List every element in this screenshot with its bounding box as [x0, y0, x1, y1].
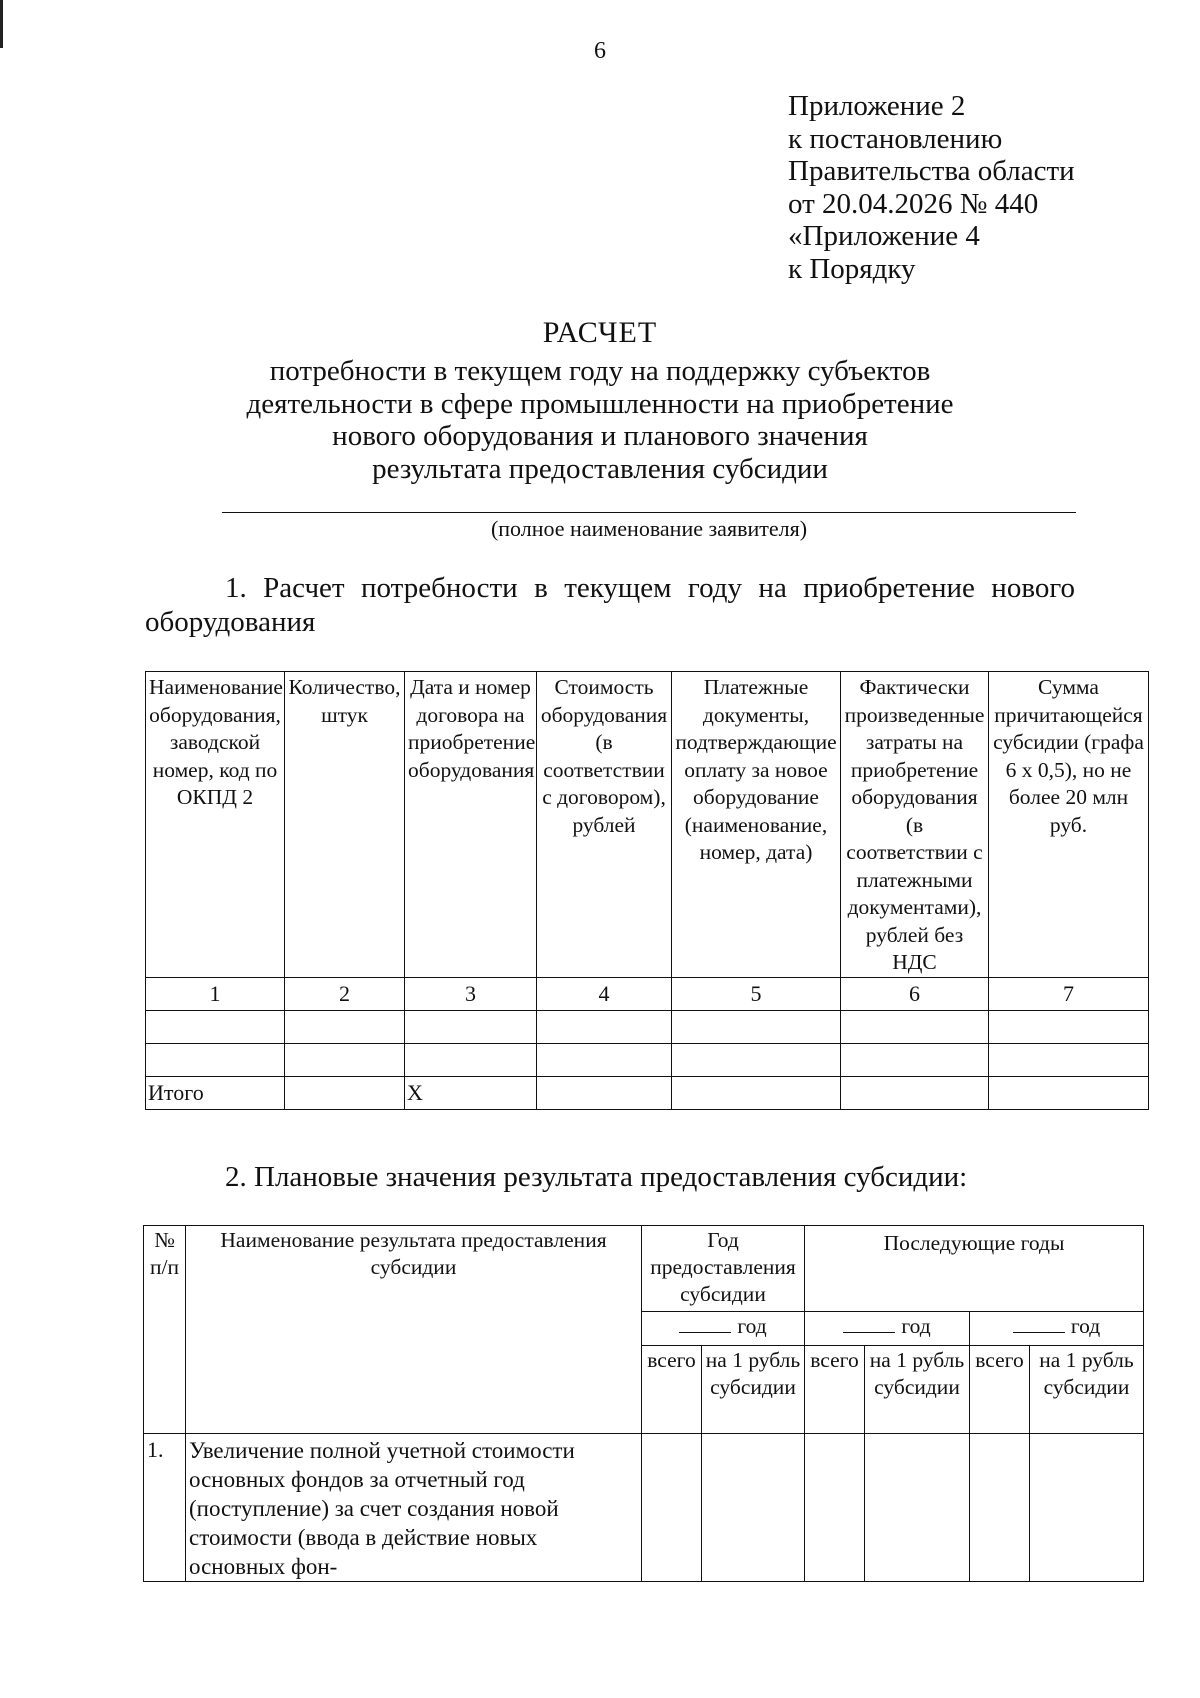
column-number: 6 [841, 978, 989, 1011]
table-cell [970, 1434, 1030, 1582]
approval-line: к Порядку [788, 252, 916, 285]
table-cell [865, 1434, 970, 1582]
header-num: № п/п [144, 1226, 186, 1434]
applicant-name-line [222, 512, 1076, 513]
per-ruble-header: на 1 рубль субсидии [1030, 1346, 1144, 1434]
column-number: 1 [146, 978, 285, 1011]
table-cell [146, 1011, 285, 1044]
table-cell [405, 1011, 537, 1044]
table-cell [841, 1011, 989, 1044]
year-blank [679, 1314, 731, 1333]
column-number-row [146, 978, 1149, 1011]
table-cell [537, 1011, 672, 1044]
table-cell [672, 1044, 841, 1077]
table-cell [285, 1044, 405, 1077]
table-row [146, 1044, 1149, 1077]
per-ruble-header: на 1 рубль субсидии [865, 1346, 970, 1434]
column-number: 7 [989, 978, 1149, 1011]
subtitle-line: деятельности в сфере промышленности на приобретение [246, 387, 954, 420]
year-label: год [901, 1314, 931, 1338]
header-grant-year: Год предоставления субсидии [642, 1226, 805, 1312]
year-label: год [737, 1314, 767, 1338]
table-cell [642, 1434, 702, 1582]
year-blank [1013, 1314, 1065, 1333]
column-number: 2 [285, 978, 405, 1011]
table-cell [537, 1077, 672, 1110]
approval-line: Приложение 2 [788, 90, 966, 122]
table-cell [1030, 1434, 1144, 1582]
row-number: 1. [144, 1434, 186, 1582]
total-x-mark: X [405, 1077, 537, 1110]
table-cell [989, 1011, 1149, 1044]
header-cell: Сумма причитающейся субсидии (графа 6 х 0,5), но не более 20 млн руб. [989, 672, 1149, 978]
section1-heading: 1. Расчет потребности в текущем году на приобретение нового оборудования [145, 572, 1075, 638]
header-result-name: Наименование результата предоставления субсидии [186, 1226, 642, 1434]
table-row [146, 1011, 1149, 1044]
document-title: РАСЧЕТ [542, 316, 658, 349]
table-cell [285, 1011, 405, 1044]
subtitle-line: нового оборудования и планового значения [332, 420, 868, 452]
year-label: год [1070, 1314, 1101, 1338]
equipment-table [145, 671, 1149, 1110]
result-name: Увеличение полной учетной стоимости основных фондов за отчетный год (поступление) за счет создания новой стоимости (ввода в действие новых основных фон- [186, 1434, 642, 1582]
table-cell [672, 1077, 841, 1110]
year-cell [805, 1312, 970, 1346]
document-subtitle [0, 355, 1200, 485]
table-cell [841, 1077, 989, 1110]
table-cell [805, 1434, 865, 1582]
header-cell: Фактически произведенные затраты на приобретение оборудования (в соответствии с платежными документами), рублей без НДС [841, 672, 989, 978]
approval-line: от 20.04.2026 № 440 [788, 187, 1039, 220]
table-cell [285, 1077, 405, 1110]
header-cell: Дата и номер договора на приобретение оборудования [405, 672, 537, 978]
table-cell [702, 1434, 805, 1582]
table-cell [989, 1077, 1149, 1110]
approval-line: Правительства области [788, 155, 1075, 187]
header-cell: Количество, штук [285, 672, 405, 978]
year-cell [642, 1312, 805, 1346]
table-cell [672, 1011, 841, 1044]
applicant-caption: (полное наименование заявителя) [490, 516, 808, 541]
total-header: всего [805, 1346, 865, 1434]
table-cell [989, 1044, 1149, 1077]
per-ruble-header: на 1 рубль субсидии [702, 1346, 805, 1434]
year-blank [843, 1314, 895, 1333]
column-number: 3 [405, 978, 537, 1011]
subtitle-line: результата предоставления субсидии [372, 452, 828, 485]
approval-block [788, 90, 1075, 285]
header-cell: Наименование оборудования, заводской номер, код по ОКПД 2 [146, 672, 285, 978]
total-row [146, 1077, 1149, 1110]
total-label: Итого [146, 1077, 285, 1110]
table-cell [146, 1044, 285, 1077]
header-cell: Стоимость оборудования (в соответствии с договором), рублей [537, 672, 672, 978]
table-header-row [146, 672, 1149, 978]
section2-heading: 2. Плановые значения результата предоставления субсидии: [225, 1161, 968, 1193]
total-header: всего [642, 1346, 702, 1434]
header-next-years: Последующие годы [805, 1226, 1144, 1312]
column-number: 4 [537, 978, 672, 1011]
planned-results-table [143, 1225, 1144, 1582]
page-number: 6 [594, 38, 606, 64]
table-cell [405, 1044, 537, 1077]
table-cell [841, 1044, 989, 1077]
table-header-row [144, 1226, 1144, 1312]
approval-line: к постановлению [788, 122, 1003, 155]
subtitle-line: потребности в текущем году на поддержку субъектов [269, 355, 931, 387]
table-row [144, 1434, 1144, 1582]
approval-line: «Приложение 4 [788, 220, 980, 252]
table-cell [537, 1044, 672, 1077]
column-number: 5 [672, 978, 841, 1011]
year-cell [970, 1312, 1144, 1346]
header-cell: Платежные документы, подтверждающие оплату за новое оборудование (наименование, номер, дата) [672, 672, 841, 978]
total-header: всего [970, 1346, 1030, 1434]
